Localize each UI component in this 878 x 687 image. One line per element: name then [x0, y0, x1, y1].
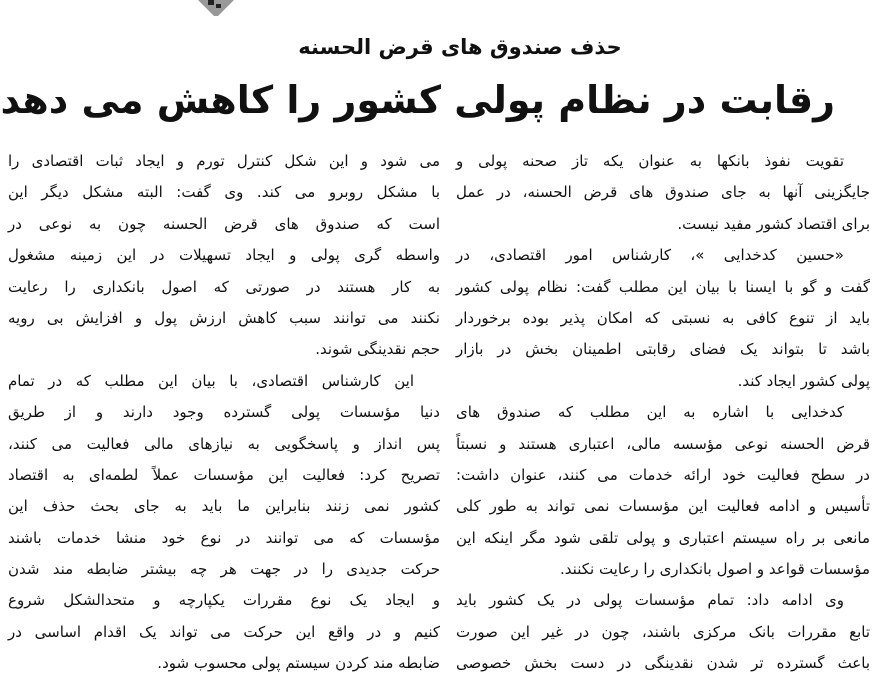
text-line: وی ادامه داد: تمام مؤسسات پولی در یک کشور باید	[456, 591, 844, 610]
text-line: حجم نقدینگی شوند.	[315, 340, 440, 359]
text-line: ضابطه مند کردن سیستم پولی محسوب شود.	[157, 654, 440, 673]
text-line: جایگزینی آنها به جای صندوق های قرض الحسنه، در عمل	[456, 183, 870, 202]
text-line: باعث گسترده تر شدن نقدینگی در دست بخش خصوصی	[456, 654, 870, 673]
text-line: و ایجاد یک نوع مقررات یکپارچه و متحدالشکل شروع	[8, 591, 440, 610]
text-line: دنیا مؤسسات پولی گسترده وجود دارند و از طریق	[8, 403, 440, 422]
text-line: کنیم و در واقع این حرکت می تواند یک اقدام اساسی در	[8, 622, 440, 641]
article-column-left	[8, 146, 440, 680]
text-line: به کار هستند در صورتی که اصول بانکداری را رعایت	[8, 277, 440, 296]
text-line: باید از تنوع کافی به نسبتی که امکان پذیر بوده برخوردار	[456, 308, 870, 327]
text-line: «حسین کدخدایی »، کارشناس امور اقتصادی، در	[456, 246, 844, 265]
text-line: نکنند می توانند سبب کاهش ارزش پول و افزایش بی رویه	[8, 308, 440, 327]
decorative-ornament-icon	[196, 0, 236, 16]
text-line: مانعی بر راه سیستم اعتباری و پولی تلقی شود مگر اینکه این	[456, 528, 870, 547]
text-line: مؤسسات قواعد و اصول بانکداری را رعایت نکنند.	[560, 560, 870, 579]
text-line: است که صندوق های قرض الحسنه چون به نوعی در	[8, 214, 440, 233]
text-line: در سطح فعالیت خود ارائه خدمات می کنند، عنوان داشت:	[456, 465, 870, 484]
text-line: کشور نمی زنند بنابراین ما باید به جای بحث حذف این	[8, 497, 440, 516]
text-line: می شود و این شکل کنترل تورم و ایجاد ثبات اقتصادی را	[8, 152, 440, 170]
text-line: تصریح کرد: فعالیت این مؤسسات عملاً لطمه‌ای به اقتصاد	[8, 465, 440, 484]
text-line: قرض الحسنه نوعی مؤسسه مالی، اعتباری هستند و نسبتاً	[456, 434, 870, 453]
text-line: واسطه گری پولی و ایجاد تسهیلات در این زمینه مشغول	[8, 246, 440, 265]
text-line: پولی کشور ایجاد کند.	[737, 371, 870, 390]
text-line: حرکت جدیدی را در جهت هر چه بیشتر ضابطه مند شدن	[8, 560, 440, 579]
text-line: تقویت نفوذ بانکها به عنوان یکه تاز صحنه پولی و	[456, 152, 844, 170]
text-line: با مشکل روبرو می کند. وی گفت: البته مشکل دیگر این	[8, 183, 440, 202]
text-line: باشد تا بتواند یک فضای رقابتی اطمینان بخش در بازار	[456, 340, 870, 359]
text-line: گفت و گو با ایسنا با بیان این مطلب گفت: نظام پولی کشور	[456, 277, 870, 296]
text-line: مؤسسات که می توانند در نوع خود منشا خدمات باشند	[8, 528, 440, 547]
text-line: این کارشناس اقتصادی، با بیان این مطلب که در تمام	[8, 371, 414, 390]
text-line: تابع مقررات بانک مرکزی باشند، چون در غیر این صورت	[456, 622, 870, 641]
article-kicker: حذف صندوق های قرض الحسنه	[298, 35, 622, 59]
text-line: برای اقتصاد کشور مفید نیست.	[677, 214, 870, 233]
article-column-right	[456, 146, 870, 680]
text-line: کدخدایی با اشاره به این مطلب که صندوق های	[456, 403, 844, 422]
text-line: پس انداز و پاسخگویی به نیازهای مالی فعالیت می کنند،	[8, 434, 440, 453]
text-line: تأسیس و ادامه فعالیت این مؤسسات نمی تواند به طور کلی	[456, 497, 870, 516]
article-headline: رقابت در نظام پولی کشور را کاهش می دهد	[0, 78, 835, 122]
